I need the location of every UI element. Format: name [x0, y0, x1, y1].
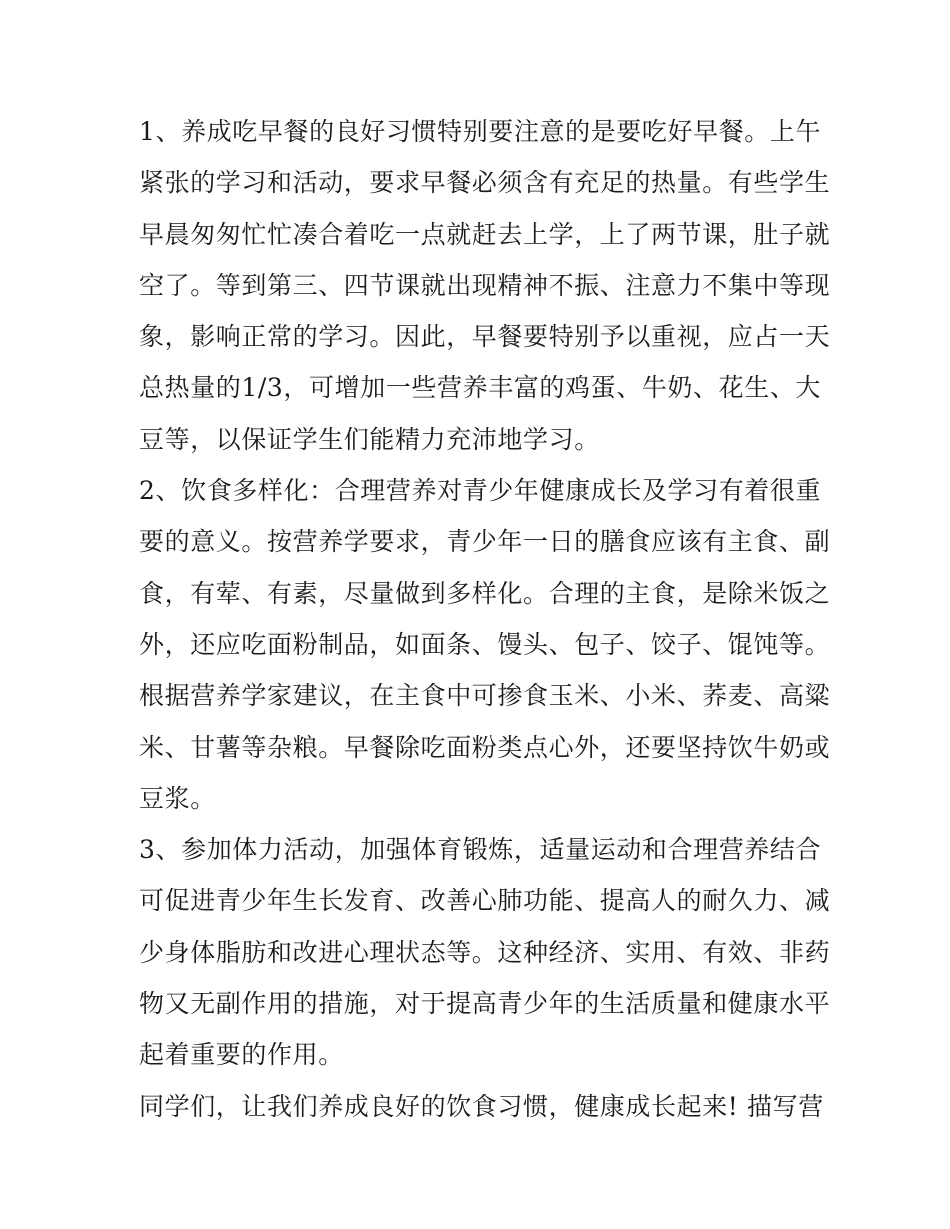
- text-line: 豆浆。: [139, 783, 216, 813]
- text-line: 少身体脂肪和改进心理状态等。这种经济、实用、有效、非药: [139, 937, 831, 967]
- text-line: 豆等，以保证学生们能精力充沛地学习。: [139, 424, 600, 454]
- text-line: 总热量的1/3，可增加一些营养丰富的鸡蛋、牛奶、花生、大: [139, 373, 822, 403]
- text-line: 象，影响正常的学习。因此，早餐要特别予以重视，应占一天: [139, 322, 831, 352]
- text-line: 物又无副作用的措施，对于提高青少年的生活质量和健康水平: [139, 989, 831, 1019]
- text-line: 空了。等到第三、四节课就出现精神不振、注意力不集中等现: [139, 270, 831, 300]
- body-text: [139, 106, 831, 1132]
- text-line: 紧张的学习和活动，要求早餐必须含有充足的热量。有些学生: [139, 168, 831, 198]
- text-line: 同学们，让我们养成良好的饮食习惯，健康成长起来! 描写营: [139, 1091, 824, 1121]
- text-line: 1、养成吃早餐的良好习惯特别要注意的是要吃好早餐。上午: [139, 117, 822, 146]
- text-line: 要的意义。按营养学要求，青少年一日的膳食应该有主食、副: [139, 527, 831, 557]
- text-line: 3、参加体力活动，加强体育锻炼，适量运动和合理营养结合: [139, 835, 822, 865]
- text-line: 食，有荤、有素，尽量做到多样化。合理的主食，是除米饭之: [139, 578, 831, 608]
- text-line: 米、甘薯等杂粮。早餐除吃面粉类点心外，还要坚持饮牛奶或: [139, 732, 831, 762]
- text-line: 根据营养学家建议，在主食中可掺食玉米、小米、荞麦、高粱: [139, 681, 831, 711]
- text-line: 外，还应吃面粉制品，如面条、馒头、包子、饺子、馄饨等。: [139, 629, 831, 659]
- text-line: 2、饮食多样化：合理营养对青少年健康成长及学习有着很重: [139, 476, 822, 506]
- text-line: 早晨匆匆忙忙凑合着吃一点就赶去上学，上了两节课，肚子就: [139, 219, 831, 249]
- text-line: 起着重要的作用。: [139, 1040, 344, 1070]
- text-line: 可促进青少年生长发育、改善心肺功能、提高人的耐久力、减: [139, 886, 831, 916]
